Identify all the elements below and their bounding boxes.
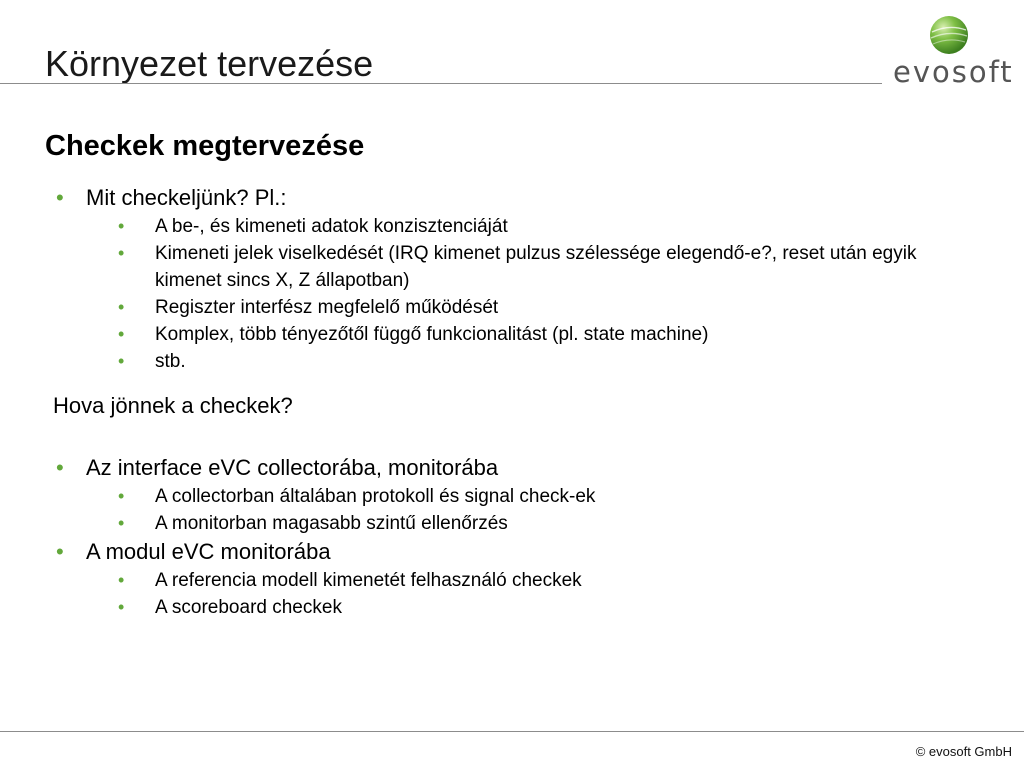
bullet-text: A referencia modell kimenetét felhasználó checkek — [155, 570, 582, 591]
evosoft-logo — [893, 15, 1014, 90]
bullet-icon: • — [118, 324, 125, 344]
bullet-item-level2 — [0, 483, 1024, 510]
bullet-text: A be-, és kimeneti adatok konzisztenciáját — [155, 216, 508, 237]
title-divider — [0, 83, 882, 84]
green-sphere-icon — [929, 15, 969, 55]
bullet-icon: • — [118, 570, 125, 590]
bullet-icon: • — [118, 297, 125, 317]
bullet-item-level2 — [0, 294, 1024, 321]
bullet-icon: • — [118, 216, 125, 236]
bullet-text: A modul eVC monitorába — [86, 539, 331, 564]
bullet-icon: • — [56, 455, 64, 480]
footer-divider — [0, 731, 1024, 732]
bullet-icon: • — [118, 513, 125, 533]
bullet-text: A monitorban magasabb szintű ellenőrzés — [155, 513, 508, 534]
logo-wordmark: evosoft — [893, 55, 1014, 89]
bullet-icon: • — [56, 185, 64, 210]
bullet-icon: • — [56, 539, 64, 564]
bullet-item-level1 — [0, 453, 1024, 483]
slide-title: Környezet tervezése — [45, 43, 374, 84]
bullet-item-level2 — [0, 321, 1024, 348]
bullet-item-level2 — [0, 348, 1024, 375]
bullet-text: A collectorban általában protokoll és signal check-ek — [155, 486, 596, 507]
copyright-text: © evosoft GmbH — [915, 744, 1012, 759]
question-text: Hova jönnek a checkek? — [53, 393, 293, 418]
slide-subtitle: Checkek megtervezése — [45, 130, 365, 162]
bullet-text: Mit checkeljünk? Pl.: — [86, 185, 287, 210]
bullet-text: Az interface eVC collectorába, monitorába — [86, 455, 499, 480]
bullet-text: stb. — [155, 351, 186, 372]
bullet-icon: • — [118, 243, 125, 263]
bullet-item-level2 — [0, 240, 1024, 294]
bullet-text: A scoreboard checkek — [155, 597, 342, 618]
bullet-icon: • — [118, 486, 125, 506]
bullet-text: Regiszter interfész megfelelő működését — [155, 297, 499, 318]
bullet-icon: • — [118, 597, 125, 617]
bullet-item-level2 — [0, 567, 1024, 594]
bullet-icon: • — [118, 351, 125, 371]
bullet-item-level2 — [0, 510, 1024, 537]
bullet-item-level2 — [0, 594, 1024, 621]
bullet-text: Komplex, több tényezőtől függő funkcionalitást (pl. state machine) — [155, 324, 709, 345]
bullet-item-level1 — [0, 537, 1024, 567]
slide-body — [0, 183, 1024, 621]
bullet-item-level1 — [0, 183, 1024, 213]
bullet-item-level2 — [0, 213, 1024, 240]
bullet-text: Kimeneti jelek viselkedését (IRQ kimenet pulzus szélessége elegendő-e?, reset után egyik kimenet sincs X, Z állapotban) — [155, 243, 917, 291]
